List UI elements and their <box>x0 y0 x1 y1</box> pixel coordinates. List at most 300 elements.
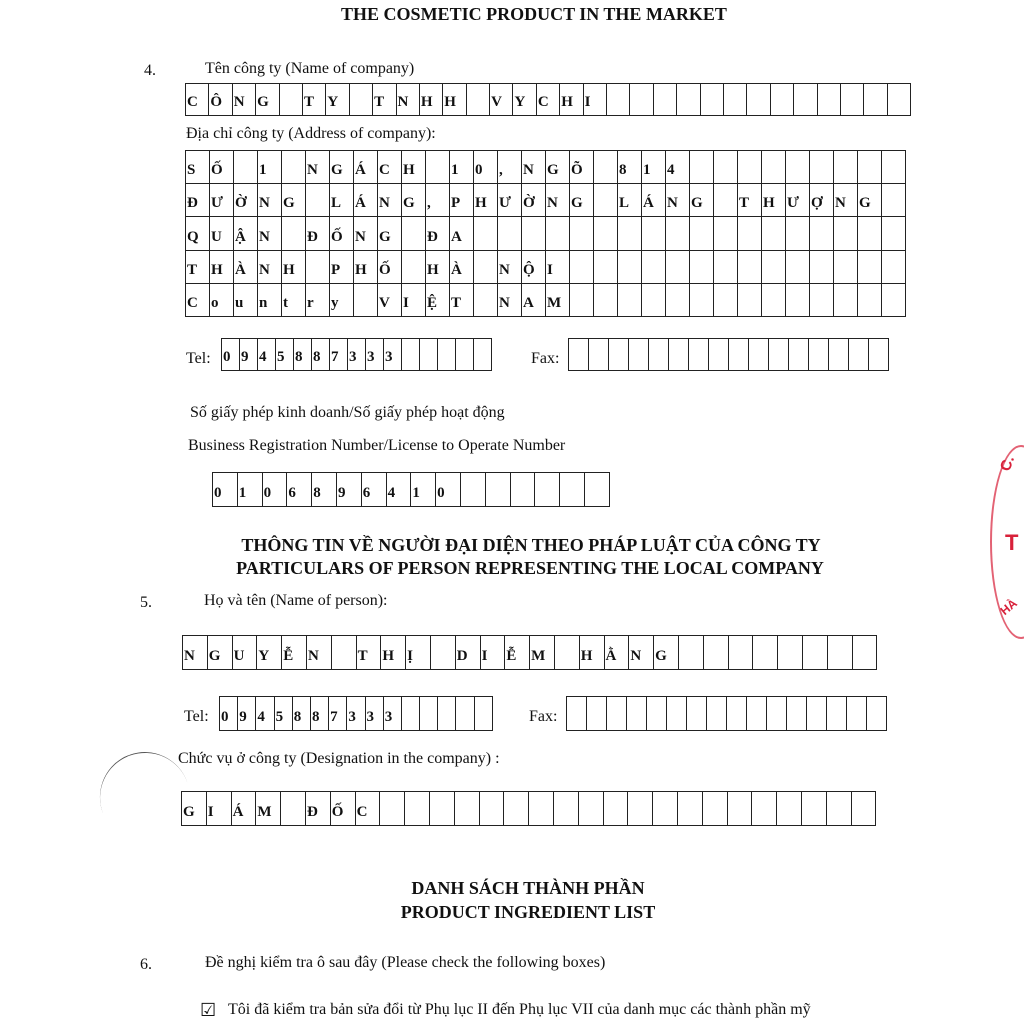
letter-box: Á <box>642 184 666 217</box>
letter-box: Y <box>257 636 282 670</box>
letter-box <box>474 217 498 250</box>
letter-box: N <box>397 84 420 116</box>
letter-box: M <box>546 284 570 317</box>
letter-box <box>642 251 666 284</box>
letter-box <box>849 339 869 371</box>
designation-boxes[interactable] <box>181 791 876 826</box>
letter-box <box>882 284 906 317</box>
letter-box <box>511 473 536 507</box>
letter-box: 0 <box>263 473 288 507</box>
section-number-4: 4. <box>144 62 156 79</box>
letter-box: 7 <box>329 697 347 731</box>
letter-box <box>707 697 727 731</box>
letter-box <box>667 697 687 731</box>
letter-box <box>728 792 753 826</box>
letter-box <box>778 636 803 670</box>
letter-box <box>461 473 486 507</box>
letter-box: H <box>282 251 306 284</box>
letter-box <box>852 792 877 826</box>
letter-box <box>426 151 450 184</box>
letter-box <box>714 151 738 184</box>
letter-box: 8 <box>618 151 642 184</box>
letter-box: u <box>234 284 258 317</box>
section-number-5: 5. <box>140 594 152 611</box>
letter-box <box>690 284 714 317</box>
letter-box: Ố <box>210 151 234 184</box>
letter-box: I <box>402 284 426 317</box>
letter-box: H <box>762 184 786 217</box>
letter-box: P <box>450 184 474 217</box>
letter-box <box>280 84 303 116</box>
letter-box: Ư <box>210 184 234 217</box>
letter-box: 1 <box>258 151 282 184</box>
letter-box: G <box>256 84 279 116</box>
letter-box: G <box>330 151 354 184</box>
letter-box <box>666 284 690 317</box>
letter-box: N <box>258 217 282 250</box>
letter-box: T <box>738 184 762 217</box>
stamp-fragment-bottom: HÀ <box>997 596 1020 618</box>
letter-box <box>810 217 834 250</box>
letter-box <box>589 339 609 371</box>
stamp-fragment-top: C. <box>996 453 1019 474</box>
letter-box <box>438 339 456 371</box>
letter-box <box>642 284 666 317</box>
letter-box: Đ <box>426 217 450 250</box>
letter-box: T <box>186 251 210 284</box>
letter-box <box>455 792 480 826</box>
letter-box: G <box>690 184 714 217</box>
letter-box <box>570 284 594 317</box>
letter-box: Ệ <box>426 284 450 317</box>
letter-box <box>709 339 729 371</box>
letter-box: I <box>546 251 570 284</box>
letter-box: G <box>182 792 207 826</box>
letter-box: Ậ <box>234 217 258 250</box>
letter-box <box>809 339 829 371</box>
letter-box <box>807 697 827 731</box>
letter-box: Y <box>513 84 536 116</box>
letter-box <box>853 636 878 670</box>
letter-box <box>669 339 689 371</box>
letter-box <box>834 284 858 317</box>
letter-box: L <box>618 184 642 217</box>
letter-box: Ư <box>498 184 522 217</box>
letter-box: n <box>258 284 282 317</box>
letter-box <box>629 339 649 371</box>
letter-box <box>570 251 594 284</box>
letter-box <box>522 217 546 250</box>
letter-box: C <box>378 151 402 184</box>
letter-box: 0 <box>222 339 240 371</box>
letter-box <box>282 217 306 250</box>
letter-box <box>714 184 738 217</box>
person-name-boxes[interactable] <box>182 635 877 670</box>
letter-box: 0 <box>436 473 461 507</box>
letter-box <box>714 217 738 250</box>
letter-box <box>630 84 653 116</box>
letter-box <box>332 636 357 670</box>
letter-box <box>529 792 554 826</box>
letter-box <box>762 151 786 184</box>
letter-box <box>498 217 522 250</box>
letter-box <box>560 473 585 507</box>
letter-box <box>654 84 677 116</box>
letter-box: 8 <box>311 697 329 731</box>
letter-box <box>282 151 306 184</box>
letter-box: N <box>498 251 522 284</box>
letter-box <box>810 251 834 284</box>
letter-box <box>579 792 604 826</box>
letter-box <box>704 636 729 670</box>
letter-box: 9 <box>337 473 362 507</box>
letter-box <box>841 84 864 116</box>
letter-box <box>474 284 498 317</box>
representative-title-en: PARTICULARS OF PERSON REPRESENTING THE LOCAL COMPANY <box>236 558 824 578</box>
letter-box: H <box>443 84 466 116</box>
letter-box <box>555 636 580 670</box>
letter-box <box>570 217 594 250</box>
letter-box <box>474 251 498 284</box>
letter-box <box>618 284 642 317</box>
letter-box <box>567 697 587 731</box>
letter-box <box>714 284 738 317</box>
letter-box <box>786 251 810 284</box>
letter-box: 9 <box>240 339 258 371</box>
letter-box: 6 <box>287 473 312 507</box>
letter-box <box>769 339 789 371</box>
letter-box: Q <box>186 217 210 250</box>
letter-box <box>762 251 786 284</box>
letter-box: A <box>450 217 474 250</box>
ingredients-title-vi: DANH SÁCH THÀNH PHẦN <box>411 878 645 898</box>
letter-box <box>649 339 669 371</box>
letter-box <box>747 697 767 731</box>
letter-box: Á <box>354 151 378 184</box>
letter-box: H <box>354 251 378 284</box>
letter-box <box>749 339 769 371</box>
letter-box <box>834 217 858 250</box>
letter-box: Á <box>232 792 257 826</box>
letter-box: U <box>210 217 234 250</box>
letter-box: 3 <box>366 697 384 731</box>
letter-box: t <box>282 284 306 317</box>
letter-box <box>350 84 373 116</box>
person-fax-label: Fax: <box>529 708 558 725</box>
letter-box <box>618 217 642 250</box>
letter-box: 5 <box>276 339 294 371</box>
letter-box <box>607 697 627 731</box>
letter-box: M <box>256 792 281 826</box>
letter-box <box>402 697 420 731</box>
letter-box <box>803 636 828 670</box>
letter-box <box>703 792 728 826</box>
letter-box: N <box>629 636 654 670</box>
letter-box <box>678 792 703 826</box>
letter-box: N <box>834 184 858 217</box>
letter-box: H <box>402 151 426 184</box>
letter-box <box>627 697 647 731</box>
letter-box: H <box>420 84 443 116</box>
letter-box <box>777 792 802 826</box>
letter-box: Ố <box>331 792 356 826</box>
letter-box <box>666 217 690 250</box>
letter-box <box>828 636 853 670</box>
letter-box <box>729 636 754 670</box>
letter-box: Ờ <box>522 184 546 217</box>
license-label-vi: Số giấy phép kinh doanh/Số giấy phép hoạt động <box>190 404 505 421</box>
letter-box: 0 <box>213 473 238 507</box>
letter-box <box>420 697 438 731</box>
letter-box: U <box>233 636 258 670</box>
letter-box: G <box>402 184 426 217</box>
representative-title-vi: THÔNG TIN VỀ NGƯỜI ĐẠI DIỆN THEO PHÁP LUẬT CỦA CÔNG TY <box>241 535 821 555</box>
letter-box <box>738 284 762 317</box>
letter-box <box>594 251 618 284</box>
letter-box: C <box>186 84 209 116</box>
letter-box: N <box>354 217 378 250</box>
letter-box: Ễ <box>282 636 307 670</box>
letter-box <box>701 84 724 116</box>
letter-box: N <box>546 184 570 217</box>
letter-box: V <box>490 84 513 116</box>
letter-box: C <box>537 84 560 116</box>
letter-box: H <box>210 251 234 284</box>
letter-box <box>306 184 330 217</box>
checkbox-statement: Tôi đã kiểm tra bản sửa đổi từ Phụ lục II đến Phụ lục VII của danh mục các thành phần mỹ <box>228 1001 811 1018</box>
letter-box <box>431 636 456 670</box>
company-tel-boxes[interactable] <box>221 338 492 371</box>
letter-box: 8 <box>312 473 337 507</box>
letter-box <box>306 251 330 284</box>
letter-box: T <box>357 636 382 670</box>
license-number-boxes[interactable] <box>212 472 610 507</box>
letter-box: o <box>210 284 234 317</box>
letter-box <box>380 792 405 826</box>
letter-box: 4 <box>387 473 412 507</box>
letter-box: 6 <box>362 473 387 507</box>
letter-box <box>666 251 690 284</box>
company-tel-label: Tel: <box>186 350 211 367</box>
letter-box: N <box>233 84 256 116</box>
letter-box <box>882 251 906 284</box>
company-name-boxes[interactable] <box>185 83 911 116</box>
letter-box: y <box>330 284 354 317</box>
letter-box <box>594 151 618 184</box>
license-label-en: Business Registration Number/License to Operate Number <box>188 437 566 454</box>
letter-box <box>727 697 747 731</box>
letter-box <box>653 792 678 826</box>
letter-box <box>679 636 704 670</box>
letter-box: 3 <box>348 339 366 371</box>
letter-box: A <box>522 284 546 317</box>
letter-box <box>628 792 653 826</box>
letter-box: 3 <box>384 339 402 371</box>
letter-box: 3 <box>366 339 384 371</box>
letter-box: 1 <box>238 473 263 507</box>
letter-box <box>587 697 607 731</box>
letter-box <box>752 792 777 826</box>
letter-box: G <box>378 217 402 250</box>
company-fax-label: Fax: <box>531 350 560 367</box>
letter-box <box>858 251 882 284</box>
person-name-label: Họ và tên (Name of person): <box>204 592 388 609</box>
letter-box: M <box>530 636 555 670</box>
letter-box <box>438 697 456 731</box>
designation-label: Chức vụ ở công ty (Designation in the company) : <box>178 750 500 767</box>
letter-box: G <box>208 636 233 670</box>
letter-box <box>834 151 858 184</box>
letter-box <box>546 217 570 250</box>
letter-box: À <box>450 251 474 284</box>
letter-box <box>609 339 629 371</box>
letter-box: H <box>580 636 605 670</box>
letter-box <box>690 217 714 250</box>
letter-box <box>607 84 630 116</box>
letter-box: 1 <box>450 151 474 184</box>
letter-box: N <box>183 636 208 670</box>
letter-box <box>689 339 709 371</box>
letter-box: N <box>306 151 330 184</box>
letter-box <box>504 792 529 826</box>
letter-box <box>234 151 258 184</box>
letter-box <box>882 151 906 184</box>
letter-box: Á <box>354 184 378 217</box>
person-tel-boxes[interactable] <box>219 696 493 731</box>
letter-box <box>647 697 667 731</box>
letter-box: 1 <box>642 151 666 184</box>
letter-box: Ộ <box>522 251 546 284</box>
letter-box <box>738 151 762 184</box>
letter-box <box>642 217 666 250</box>
letter-box <box>569 339 589 371</box>
letter-box <box>882 184 906 217</box>
letter-box <box>456 339 474 371</box>
letter-box <box>847 697 867 731</box>
letter-box: C <box>356 792 381 826</box>
letter-box <box>864 84 887 116</box>
letter-box <box>789 339 809 371</box>
letter-box: N <box>378 184 402 217</box>
checked-checkbox-icon[interactable]: ☑ <box>200 1000 217 1020</box>
letter-box <box>738 251 762 284</box>
letter-box <box>827 792 852 826</box>
letter-box <box>810 151 834 184</box>
letter-box <box>554 792 579 826</box>
letter-box <box>834 251 858 284</box>
letter-box <box>714 251 738 284</box>
letter-box <box>354 284 378 317</box>
letter-box: N <box>522 151 546 184</box>
letter-box <box>762 217 786 250</box>
company-fax-boxes[interactable] <box>568 338 889 371</box>
letter-box <box>677 84 700 116</box>
letter-box <box>729 339 749 371</box>
letter-box: G <box>546 151 570 184</box>
letter-box: 5 <box>275 697 293 731</box>
letter-box: P <box>330 251 354 284</box>
letter-box: Đ <box>306 217 330 250</box>
letter-box: I <box>584 84 607 116</box>
letter-box: H <box>381 636 406 670</box>
letter-box <box>724 84 747 116</box>
letter-box: , <box>426 184 450 217</box>
person-tel-label: Tel: <box>184 708 209 725</box>
letter-box <box>618 251 642 284</box>
letter-box: 8 <box>293 697 311 731</box>
letter-box <box>787 697 807 731</box>
letter-box: Ễ <box>505 636 530 670</box>
letter-box: L <box>330 184 354 217</box>
letter-box <box>827 697 847 731</box>
letter-box: 0 <box>474 151 498 184</box>
letter-box <box>430 792 455 826</box>
letter-box <box>594 217 618 250</box>
letter-box <box>810 284 834 317</box>
company-address-boxes[interactable] <box>185 150 906 317</box>
letter-box: r <box>306 284 330 317</box>
letter-box: H <box>474 184 498 217</box>
letter-box <box>594 184 618 217</box>
letter-box <box>456 697 474 731</box>
letter-box <box>604 792 629 826</box>
letter-box <box>753 636 778 670</box>
letter-box: Ờ <box>234 184 258 217</box>
letter-box <box>786 284 810 317</box>
letter-box: Ợ <box>810 184 834 217</box>
letter-box: V <box>378 284 402 317</box>
letter-box <box>402 339 420 371</box>
letter-box: 3 <box>347 697 365 731</box>
letter-box: G <box>570 184 594 217</box>
stamp-fragment-middle: T <box>1005 530 1019 555</box>
letter-box: T <box>450 284 474 317</box>
letter-box <box>888 84 911 116</box>
page-title: THE COSMETIC PRODUCT IN THE MARKET <box>341 4 727 24</box>
letter-box: I <box>207 792 232 826</box>
letter-box: D <box>456 636 481 670</box>
letter-box: 7 <box>330 339 348 371</box>
letter-box: À <box>234 251 258 284</box>
letter-box <box>794 84 817 116</box>
letter-box: T <box>373 84 396 116</box>
letter-box: Y <box>326 84 349 116</box>
company-name-label: Tên công ty (Name of company) <box>205 60 415 77</box>
letter-box <box>762 284 786 317</box>
letter-box: , <box>498 151 522 184</box>
letter-box <box>475 697 493 731</box>
letter-box: 4 <box>256 697 274 731</box>
letter-box: Ố <box>330 217 354 250</box>
letter-box <box>829 339 849 371</box>
letter-box <box>738 217 762 250</box>
letter-box: 9 <box>238 697 256 731</box>
letter-box <box>747 84 770 116</box>
letter-box: T <box>303 84 326 116</box>
letter-box: Õ <box>570 151 594 184</box>
letter-box <box>467 84 490 116</box>
letter-box <box>486 473 511 507</box>
letter-box: Đ <box>186 184 210 217</box>
letter-box: Ằ <box>605 636 630 670</box>
letter-box <box>771 84 794 116</box>
letter-box: N <box>498 284 522 317</box>
letter-box: G <box>282 184 306 217</box>
letter-box: C <box>186 284 210 317</box>
letter-box <box>474 339 492 371</box>
section-number-6: 6. <box>140 956 152 973</box>
person-fax-boxes[interactable] <box>566 696 887 731</box>
